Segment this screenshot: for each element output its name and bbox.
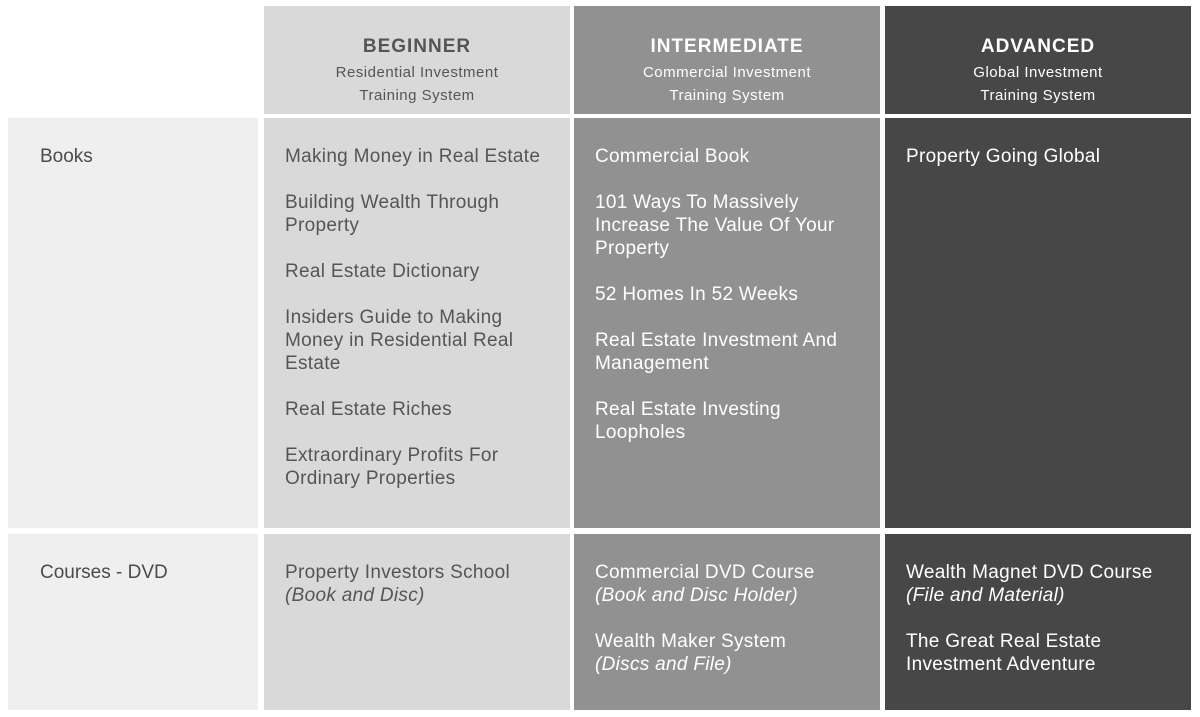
course-item: [285, 561, 552, 607]
course-title: Commercial DVD Course: [595, 562, 815, 583]
book-item: Real Estate Riches: [285, 399, 452, 420]
level-title: BEGINNER: [362, 36, 472, 57]
course-format-note: (File and Material): [906, 585, 1065, 606]
level-subtitle-line: Training System: [359, 87, 475, 104]
books-beginner-cell: [264, 118, 570, 528]
book-item: Commercial Book: [595, 146, 750, 167]
book-item: 52 Homes In 52 Weeks: [595, 284, 799, 305]
level-subtitle-line: Global Investment: [973, 64, 1103, 81]
book-item: 101 Ways To Massively Increase The Value Of Your Property: [595, 192, 835, 259]
book-item: Real Estate Dictionary: [285, 261, 480, 282]
course-title: The Great Real Estate Investment Adventure: [906, 631, 1102, 675]
row-label: Books: [40, 146, 93, 167]
row-label: Courses - DVD: [40, 562, 168, 583]
level-title: ADVANCED: [980, 36, 1096, 57]
course-title: Property Investors School: [285, 562, 511, 583]
course-item: [595, 630, 862, 676]
header-intermediate: [574, 6, 880, 114]
header-beginner: [264, 6, 570, 114]
course-title: Wealth Magnet DVD Course: [906, 562, 1153, 583]
course-item: [906, 561, 1173, 607]
courses-beginner-cell: [264, 534, 570, 710]
course-format-note: (Book and Disc Holder): [595, 585, 799, 606]
course-item: [595, 561, 862, 607]
book-item: Making Money in Real Estate: [285, 146, 541, 167]
book-item: Property Going Global: [906, 146, 1101, 167]
level-subtitle-line: Residential Investment: [335, 64, 499, 81]
books-intermediate-cell: [574, 118, 880, 528]
courses-intermediate-cell: [574, 534, 880, 710]
book-item: Real Estate Investment And Management: [595, 330, 838, 374]
book-item: Real Estate Investing Loopholes: [595, 399, 781, 443]
level-subtitle: [574, 61, 880, 107]
book-item: Building Wealth Through Property: [285, 192, 500, 236]
level-subtitle: [885, 61, 1191, 107]
header-advanced: [885, 6, 1191, 114]
book-item: Insiders Guide to Making Money in Residential Real Estate: [285, 307, 514, 374]
level-subtitle-line: Training System: [980, 87, 1096, 104]
course-format-note: (Discs and File): [595, 654, 732, 675]
course-format-note: (Book and Disc): [285, 585, 425, 606]
course-item: [906, 630, 1173, 676]
row-label-books: [8, 118, 258, 528]
course-title: Wealth Maker System: [595, 631, 787, 652]
level-title: INTERMEDIATE: [650, 36, 804, 57]
level-subtitle: [264, 61, 570, 107]
row-label-courses-dvd: [8, 534, 258, 710]
book-item: Extraordinary Profits For Ordinary Properties: [285, 445, 499, 489]
courses-advanced-cell: [885, 534, 1191, 710]
books-advanced-cell: [885, 118, 1191, 528]
level-subtitle-line: Training System: [669, 87, 785, 104]
level-subtitle-line: Commercial Investment: [642, 64, 812, 81]
